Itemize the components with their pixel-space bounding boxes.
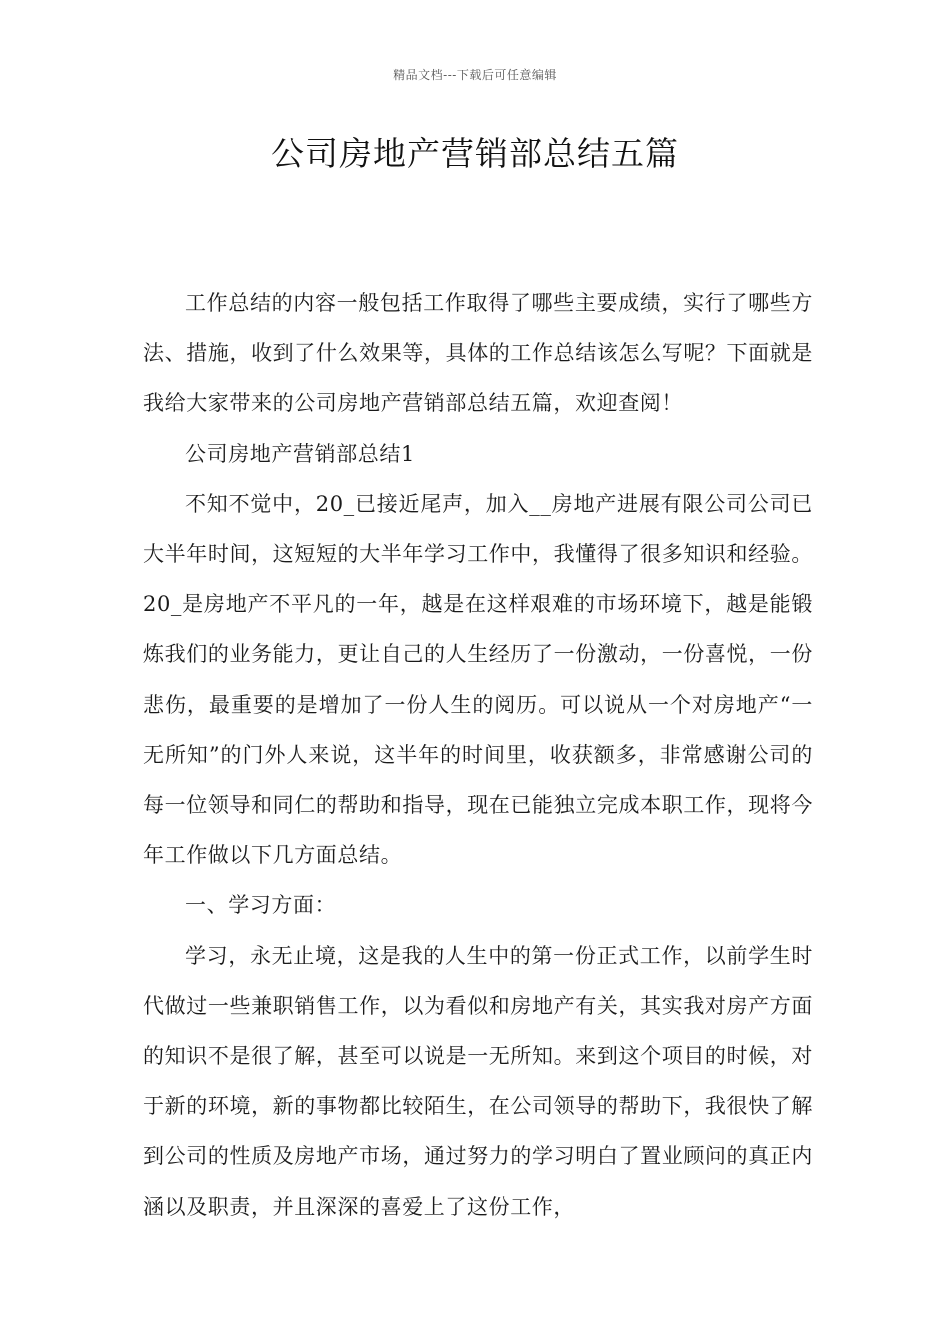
document-title: 公司房地产营销部总结五篇 bbox=[271, 134, 679, 173]
body-paragraph: 不知不觉中，20_已接近尾声，加入__房地产进展有限公司公司已大半年时间，这短短的大半年学习工作中，我懂得了很多知识和经验。20_是房地产不平凡的一年，越是在这样艰难的市场环境下，越是能锻炼我们的业务能力，更让自己的人生经历了一份激动，一份喜悦，一份悲伤，最重要的是增加了一份人生的阅历。可以说从一个对房地产“一无所知”的门外人来说，这半年的时间里，收获额多，非常感谢公司的每一位领导和同仁的帮助和指导，现在已能独立完成本职工作，现将今年工作做以下几方面总结。 bbox=[143, 491, 813, 868]
intro-paragraph: 工作总结的内容一般包括工作取得了哪些主要成绩，实行了哪些方法、措施，收到了什么效果等，具体的工作总结该怎么写呢？下面就是我给大家带来的公司房地产营销部总结五篇，欢迎查阅！ bbox=[143, 291, 813, 416]
section-heading-1: 公司房地产营销部总结1 bbox=[185, 441, 415, 466]
body-paragraph: 学习，永无止境，这是我的人生中的第一份正式工作，以前学生时代做过一些兼职销售工作，以为看似和房地产有关，其实我对房产方面的知识不是很了解，甚至可以说是一无所知。来到这个项目的时候，对于新的环境，新的事物都比较陌生，在公司领导的帮助下，我很快了解到公司的性质及房地产市场，通过努力的学习明白了置业顾问的真正内涵以及职责，并且深深的喜爱上了这份工作， bbox=[143, 943, 813, 1219]
subsection-heading-study: 一、学习方面： bbox=[185, 893, 337, 918]
header-note: 精品文档---下载后可任意编辑 bbox=[393, 68, 557, 82]
document-body bbox=[143, 278, 813, 1232]
